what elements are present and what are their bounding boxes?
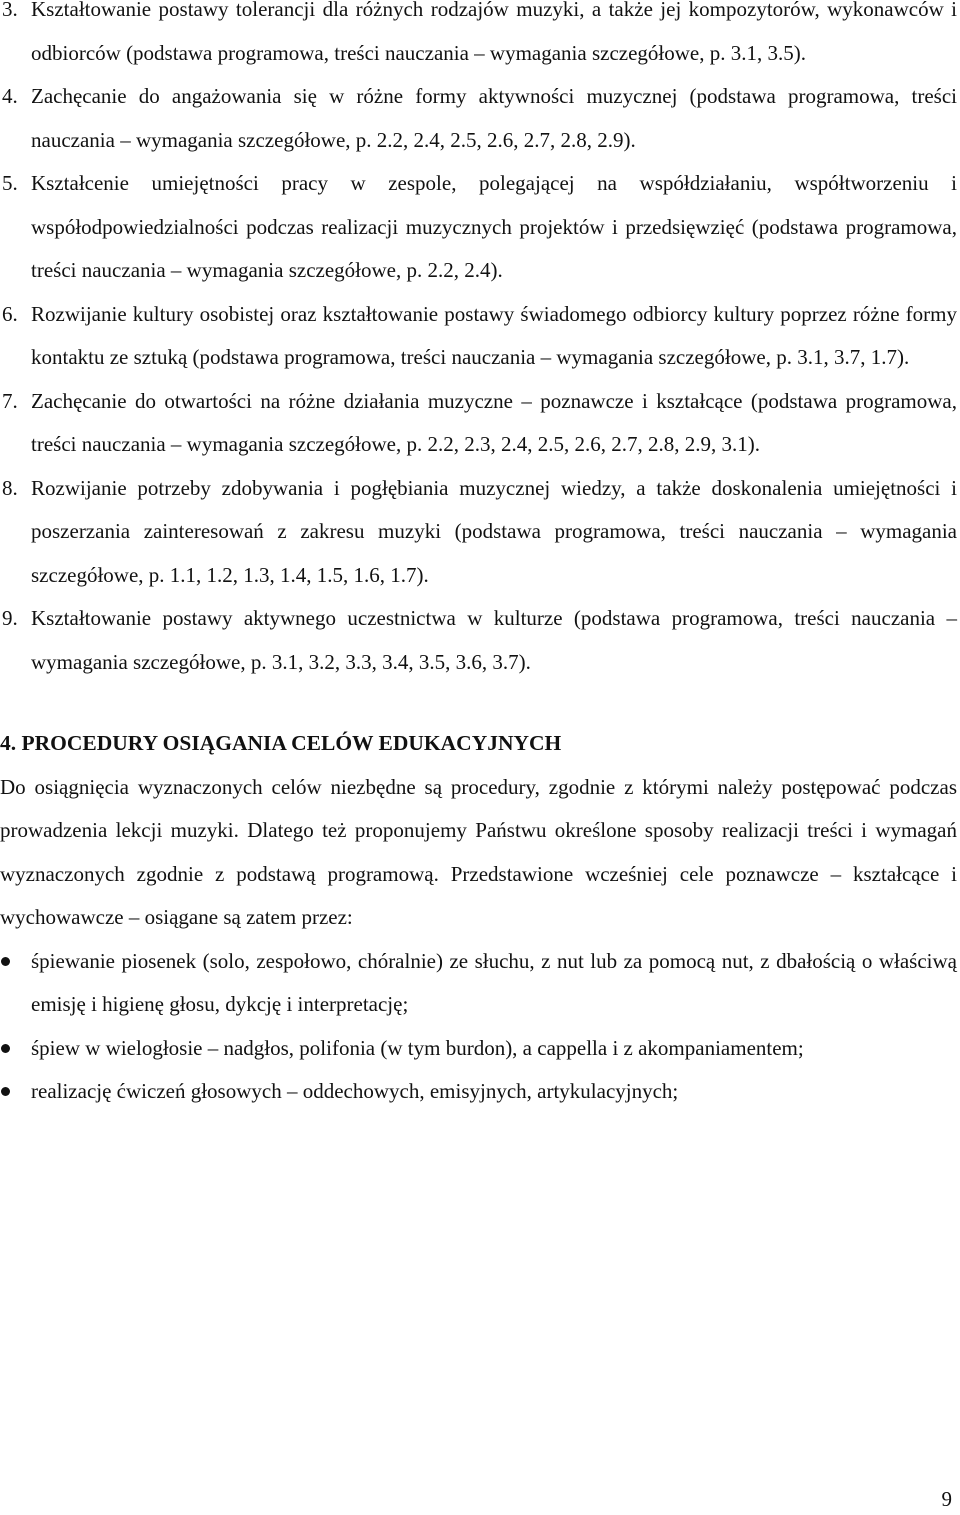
section-intro: Do osiągnięcia wyznaczonych celów niezbędne są procedury, zgodnie z którymi należy postępować podczas prowadzenia lekcji muzyki. Dlatego też proponujemy Państwu określone sposoby realizacji treści i wymagań wyznaczonych zgodnie z podstawą programową. Przedstawione wcześniej cele poznawcze – kształcące i wychowawcze – osiągane są zatem przez:: [0, 774, 957, 929]
goal-item: [0, 597, 957, 684]
goal-text: Rozwijanie potrzeby zdobywania i pogłębiania muzycznej wiedzy, a także doskonalenia umiejętności i poszerzania zainteresowań z zakresu muzyki (podstawa programowa, treści nauczania – wymagania szczegółowe, p. 1.1, 1.2, 1.3, 1.4, 1.5, 1.6, 1.7).: [31, 475, 957, 587]
list-item-text: realizację ćwiczeń głosowych – oddechowych, emisyjnych, artykulacyjnych;: [31, 1079, 679, 1103]
goal-text: Zachęcanie do otwartości na różne działania muzyczne – poznawcze i kształcące (podstawa programowa, treści nauczania – wymagania szczegółowe, p. 2.2, 2.3, 2.4, 2.5, 2.6, 2.7, 2.8, 2.9, 3.1).: [31, 388, 957, 456]
goal-number: 5.: [2, 171, 18, 195]
bullet-icon: [1, 1087, 10, 1096]
list-item: [0, 940, 957, 1027]
goal-number: 8.: [2, 475, 18, 500]
list-item: [0, 1027, 957, 1071]
page-number: 9: [941, 1487, 952, 1511]
list-item: [0, 1070, 957, 1114]
goal-item: [0, 380, 957, 467]
goal-number: 6.: [2, 301, 18, 326]
goal-text: Kształtowanie postawy tolerancji dla różnych rodzajów muzyki, a także jej kompozytorów, wykonawców i odbiorców (podstawa programowa, treści nauczania – wymagania szczegółowe, p. 3.1, 3.5).: [31, 0, 957, 65]
goal-text: Kształtowanie postawy aktywnego uczestnictwa w kulturze (podstawa programowa, treści nauczania – wymagania szczegółowe, p. 3.1, 3.2, 3.3, 3.4, 3.5, 3.6, 3.7).: [31, 606, 957, 674]
goal-item: [0, 0, 957, 75]
section-heading: 4. PROCEDURY OSIĄGANIA CELÓW EDUKACYJNYCH: [0, 731, 562, 755]
goal-number: 7.: [2, 388, 18, 413]
goal-item: [0, 75, 957, 162]
goal-text: Rozwijanie kultury osobistej oraz kształtowanie postawy świadomego odbiorcy kultury poprzez różne formy kontaktu ze sztuką (podstawa programowa, treści nauczania – wymagania szczegółowe, p. 3.1, 3.7, 1.7).: [31, 301, 957, 369]
bullet-icon: [1, 957, 10, 966]
list-item-text: śpiewanie piosenek (solo, zespołowo, chóralnie) ze słuchu, z nut lub za pomocą nut, z dbałością o właściwą emisję i higienę głosu, dykcję i interpretację;: [31, 948, 957, 1016]
goal-text: Zachęcanie do angażowania się w różne formy aktywności muzycznej (podstawa programowa, treści nauczania – wymagania szczegółowe, p. 2.2, 2.4, 2.5, 2.6, 2.7, 2.8, 2.9).: [31, 84, 957, 152]
goal-number: 9.: [2, 606, 18, 630]
goal-item: [0, 162, 957, 293]
goal-item: [0, 467, 957, 598]
bullet-icon: [1, 1044, 10, 1053]
goal-number: 4.: [2, 84, 18, 108]
list-item-text: śpiew w wielogłosie – nadgłos, polifonia (w tym burdon), a cappella i z akompaniamentem;: [31, 1035, 804, 1060]
goal-text: Kształcenie umiejętności pracy w zespole, polegającej na współdziałaniu, współtworzeniu i współodpowiedzialności podczas realizacji muzycznych projektów i przedsięwzięć (podstawa programowa, treści nauczania – wymagania szczegółowe, p. 2.2, 2.4).: [31, 171, 957, 282]
procedures-list: [0, 940, 957, 1114]
goals-list: [0, 0, 957, 684]
goal-item: [0, 293, 957, 380]
goal-number: 3.: [2, 0, 18, 21]
